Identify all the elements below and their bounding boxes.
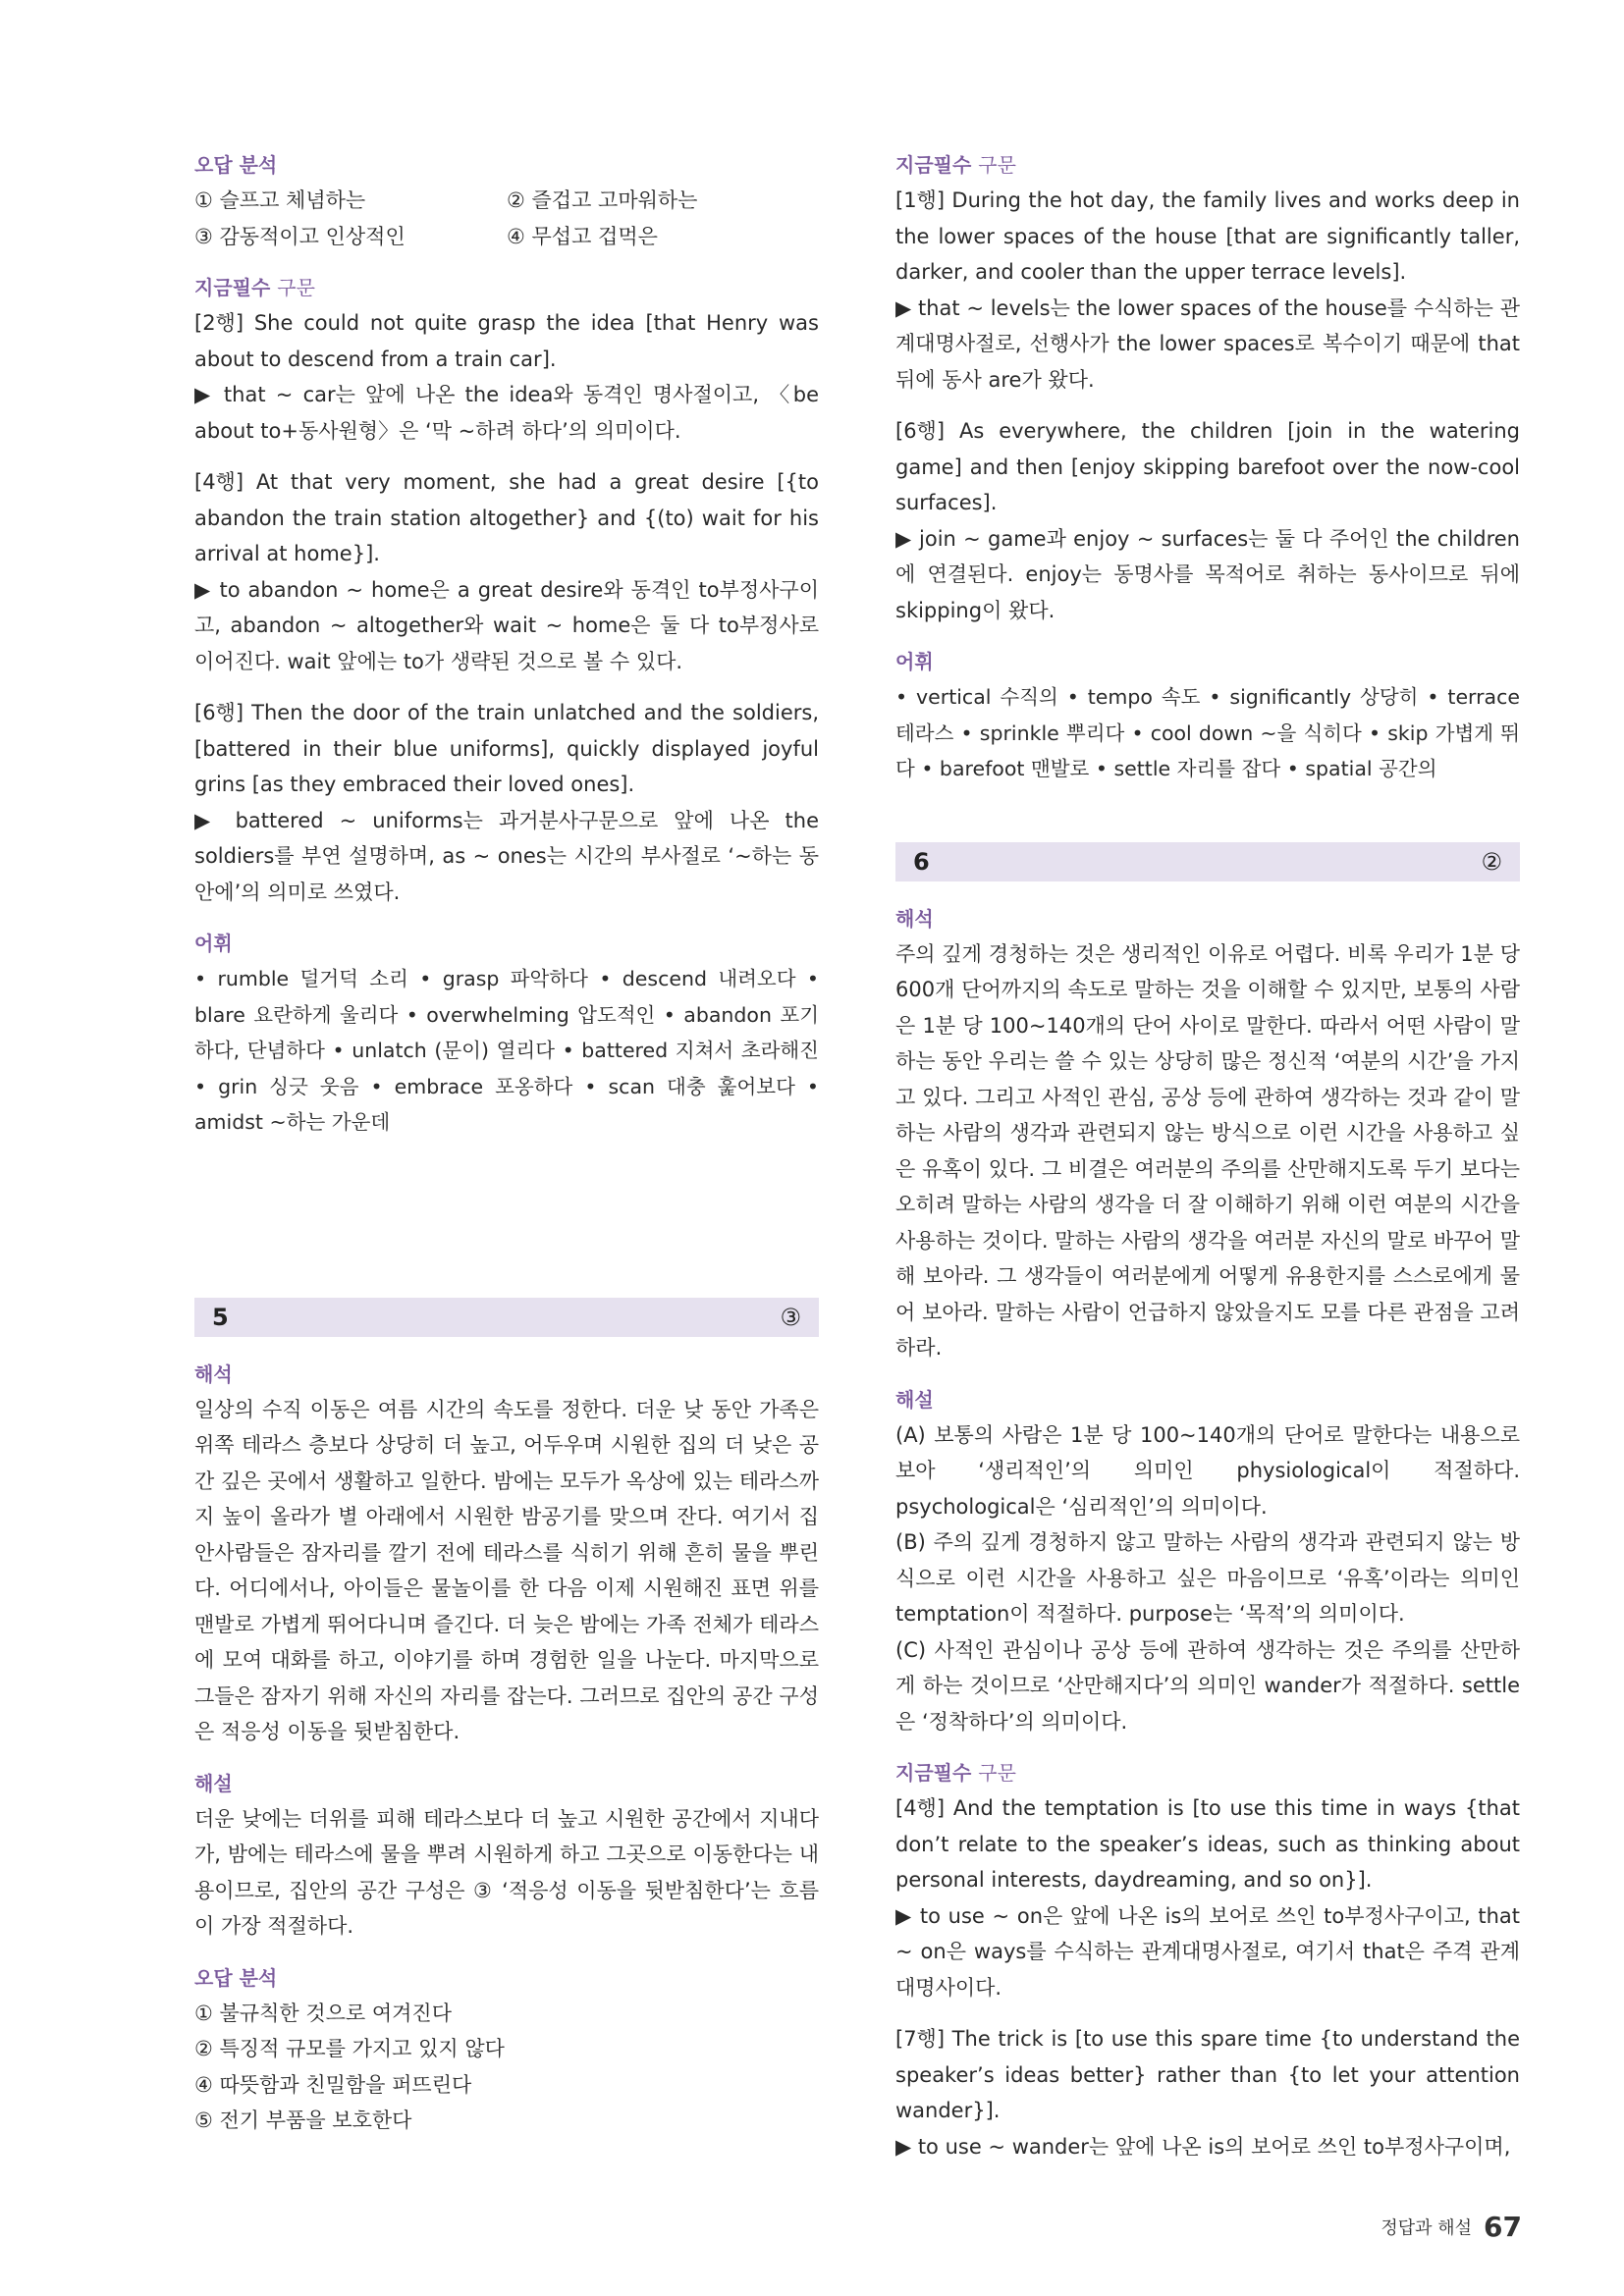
jigeum-section-right	[895, 147, 1520, 628]
jigeum-heading-a: 지금필수	[895, 1761, 972, 1785]
vocab-list: • rumble 덜거덕 소리 • grasp 파악하다 • descend 내려오다 • blare 요란하게 울리다 • overwhelming 압도적인 • abandon 포기하다, 단념하다 • unlatch (문이) 열리다 • battered 지쳐서 초라해진 • grin 싱긋 웃음 • embrace 포옹하다 • scan 대충 훑어보다 • amidst ~하는 가운데	[194, 967, 819, 1134]
jigeum-heading-a: 지금필수	[194, 276, 271, 299]
odap2-section	[194, 1960, 819, 2139]
odap-heading: 오답 분석	[194, 153, 278, 177]
jigeum-heading	[895, 1755, 1520, 1790]
page-number: 67	[1484, 2211, 1522, 2243]
right-column	[895, 147, 1520, 2180]
odap-options	[194, 183, 819, 254]
haeseok-heading: 해석	[194, 1362, 233, 1386]
syntax-explanation: ▶ join ~ game과 enjoy ~ surfaces는 둘 다 주어인 the children에 연결된다. enjoy는 동명사를 목적어로 취하는 동사이므로 뒤에 skipping이 왔다.	[895, 526, 1520, 622]
vocab-list: • vertical 수직의 • tempo 속도 • significantly 상당히 • terrace 테라스 • sprinkle 뿌리다 • cool down ~을 식히다 • skip 가볍게 뛰다 • barefoot 맨발로 • settle 자리를 잡다 • spatial 공간의	[895, 685, 1520, 780]
syntax-explanation: ▶ to use ~ wander는 앞에 나온 is의 보어로 쓰인 to부정사구이며,	[895, 2134, 1511, 2159]
translation-text: 주의 깊게 경청하는 것은 생리적인 이유로 어렵다. 비록 우리가 1분 당 600개 단어까지의 속도로 말하는 것을 이해할 수 있지만, 보통의 사람은 1분 당 100~140개의 단어 사이로 말한다. 따라서 어떤 사람이 말하는 동안 우리는 쓸 수 있는 상당히 많은 정신적 ‘여분의 시간’을 가지고 있다. 그리고 사적인 관심, 공상 등에 관하여 생각하는 것과 같이 말하는 사람의 생각과 관련되지 않는 방식으로 이런 시간을 사용하고 싶은 유혹이 있다. 그 비결은 여러분의 주의를 산만해지도록 두기 보다는 오히려 말하는 사람의 생각을 더 잘 이해하기 위해 이런 여분의 시간을 사용하는 것이다. 말하는 사람의 생각을 여러분 자신의 말로 바꾸어 말해 보아라. 그 생각들이 여러분에게 어떻게 유용한지를 스스로에게 물어 보아라. 말하는 사람이 언급하지 않았을지도 모를 다른 관점을 고려하라.	[895, 941, 1520, 1360]
haeseok-section-right	[895, 901, 1520, 1366]
jigeum-heading-b: 구문	[277, 276, 315, 299]
odap2-option: ① 불규칙한 것으로 여겨진다	[194, 2001, 452, 2025]
answer-mark: ②	[1481, 847, 1502, 876]
syntax-sentence: [6행] As everywhere, the children [join in the watering game] and then [enjoy skipping barefoot over the now-cool surfaces].	[895, 419, 1520, 514]
haeseol-heading: 해설	[895, 1387, 934, 1412]
odap-option: ③ 감동적이고 인상적인	[194, 224, 406, 248]
jigeum-heading	[194, 270, 819, 305]
odap-section	[194, 147, 819, 254]
syntax-explanation: ▶ battered ~ uniforms는 과거분사구문으로 앞에 나온 the soldiers를 부연 설명하며, as ~ ones는 시간의 부사절로 ‘~하는 동안에’의 의미로 쓰였다.	[194, 808, 819, 904]
question-5-header	[194, 1298, 819, 1337]
vocab-heading: 어휘	[194, 932, 233, 955]
left-column	[194, 147, 819, 2155]
haeseol-heading: 해설	[194, 1771, 233, 1795]
vocab-section	[194, 926, 819, 1141]
haeseok-section	[194, 1357, 819, 1750]
syntax-sentence: [2행] She could not quite grasp the idea [that Henry was about to descend from a train car].	[194, 311, 819, 371]
jigeum-heading-b: 구문	[978, 153, 1016, 177]
jigeum-heading	[895, 147, 1520, 183]
question-number: 6	[913, 847, 930, 876]
syntax-explanation: ▶ that ~ levels는 the lower spaces of the house를 수식하는 관계대명사절로, 선행사가 the lower spaces로 복수이기 때문에 that 뒤에 동사 are가 왔다.	[895, 295, 1520, 392]
jigeum-heading-a: 지금필수	[895, 153, 972, 177]
haeseol-section	[194, 1766, 819, 1945]
explanation-text: (B) 주의 깊게 경청하지 않고 말하는 사람의 생각과 관련되지 않는 방식으로 이런 시간을 사용하고 싶은 마음이므로 ‘유혹’이라는 의미인 temptation이 적절하다. purpose는 ‘목적’의 의미이다.	[895, 1530, 1520, 1626]
jigeum2-section-right	[895, 1755, 1520, 2164]
question-number: 5	[212, 1303, 229, 1331]
haeseok-heading: 해석	[895, 906, 934, 931]
vocab-section-right	[895, 644, 1520, 787]
jigeum-section	[194, 270, 819, 910]
jigeum-heading-b: 구문	[978, 1761, 1016, 1785]
odap2-option: ④ 따뜻함과 친밀함을 퍼뜨린다	[194, 2072, 472, 2097]
page-footer	[1365, 2211, 1522, 2243]
haeseol-section-right	[895, 1382, 1520, 1740]
translation-text: 일상의 수직 이동은 여름 시간의 속도를 정한다. 더운 낮 동안 가족은 위쪽 테라스 층보다 상당히 더 높고, 어두우며 시원한 집의 더 낮은 공간 깊은 곳에서 생활하고 일한다. 밤에는 모두가 옥상에 있는 테라스까지 높이 올라가 별 아래에서 시원한 밤공기를 맞으며 잔다. 여기서 집안사람들은 잠자리를 깔기 전에 테라스를 식히기 위해 흔히 물을 뿌린다. 어디에서나, 아이들은 물놀이를 한 다음 이제 시원해진 표면 위를 맨발로 가볍게 뛰어다니며 즐긴다. 더 늦은 밤에는 가족 전체가 테라스에 모여 대화를 하고, 이야기를 하며 경험한 일을 나눈다. 마지막으로 그들은 잠자기 위해 자신의 자리를 잡는다. 그러므로 집안의 공간 구성은 적응성 이동을 뒷받침한다.	[194, 1397, 819, 1743]
syntax-sentence: [7행] The trick is [to use this spare time {to understand the speaker’s ideas better} rather than {to let your attention wander}].	[895, 2027, 1520, 2122]
odap-option: ④ 무섭고 겁먹은	[507, 224, 658, 248]
odap-option: ① 슬프고 체념하는	[194, 188, 366, 212]
syntax-explanation: ▶ to use ~ on은 앞에 나온 is의 보어로 쓰인 to부정사구이고, that ~ on은 ways를 수식하는 관계대명사절로, 여기서 that은 주격 관계대명사이다.	[895, 1903, 1520, 2000]
odap2-option: ⑤ 전기 부품을 보호한다	[194, 2109, 412, 2132]
odap-option: ② 즐겁고 고마워하는	[507, 188, 698, 212]
odap2-option: ② 특징적 규모를 가지고 있지 않다	[194, 2037, 505, 2060]
explanation-text: (C) 사적인 관심이나 공상 등에 관하여 생각하는 것은 주의를 산만하게 하는 것이므로 ‘산만해지다’의 의미인 wander가 적절하다. settle은 ‘정착하다’의 의미이다.	[895, 1637, 1520, 1734]
syntax-sentence: [4행] At that very moment, she had a great desire [{to abandon the train station altogether} and {(to) wait for his arrival at home}].	[194, 470, 819, 565]
syntax-explanation: ▶ to abandon ~ home은 a great desire와 동격인 to부정사구이고, abandon ~ altogether와 wait ~ home은 둘 다 to부정사로 이어진다. wait 앞에는 to가 생략된 것으로 볼 수 있다.	[194, 577, 819, 673]
syntax-sentence: [4행] And the temptation is [to use this time in ways {that don’t relate to the speaker’s ideas, such as thinking about personal interests, daydreaming, and so on}].	[895, 1796, 1520, 1892]
explanation-text: (A) 보통의 사람은 1분 당 100~140개의 단어로 말한다는 내용으로 보아 ‘생리적인’의 의미인 physiological이 적절하다. psychological은 ‘심리적인’의 의미이다.	[895, 1422, 1520, 1519]
vocab-heading: 어휘	[895, 650, 934, 673]
explanation-text: 더운 낮에는 더위를 피해 테라스보다 더 높고 시원한 공간에서 지내다가, 밤에는 테라스에 물을 뿌려 시원하게 하고 그곳으로 이동한다는 내용이므로, 집안의 공간 구성은 ③ ‘적응성 이동을 뒷받침한다’는 흐름이 가장 적절하다.	[194, 1806, 819, 1938]
syntax-explanation: ▶ that ~ car는 앞에 나온 the idea와 동격인 명사절이고, 〈be about to+동사원형〉은 ‘막 ~하려 하다’의 의미이다.	[194, 383, 819, 443]
syntax-sentence: [6행] Then the door of the train unlatched and the soldiers, [battered in their blue uniforms], quickly displayed joyful grins [as they embraced their loved ones].	[194, 701, 819, 796]
odap2-heading: 오답 분석	[194, 1965, 278, 1990]
answer-mark: ③	[780, 1303, 801, 1331]
syntax-sentence: [1행] During the hot day, the family lives and works deep in the lower spaces of the house [that are significantly taller, darker, and cooler than the upper terrace levels].	[895, 188, 1520, 284]
question-6-header	[895, 842, 1520, 881]
footer-label: 정답과 해설	[1380, 2217, 1473, 2239]
